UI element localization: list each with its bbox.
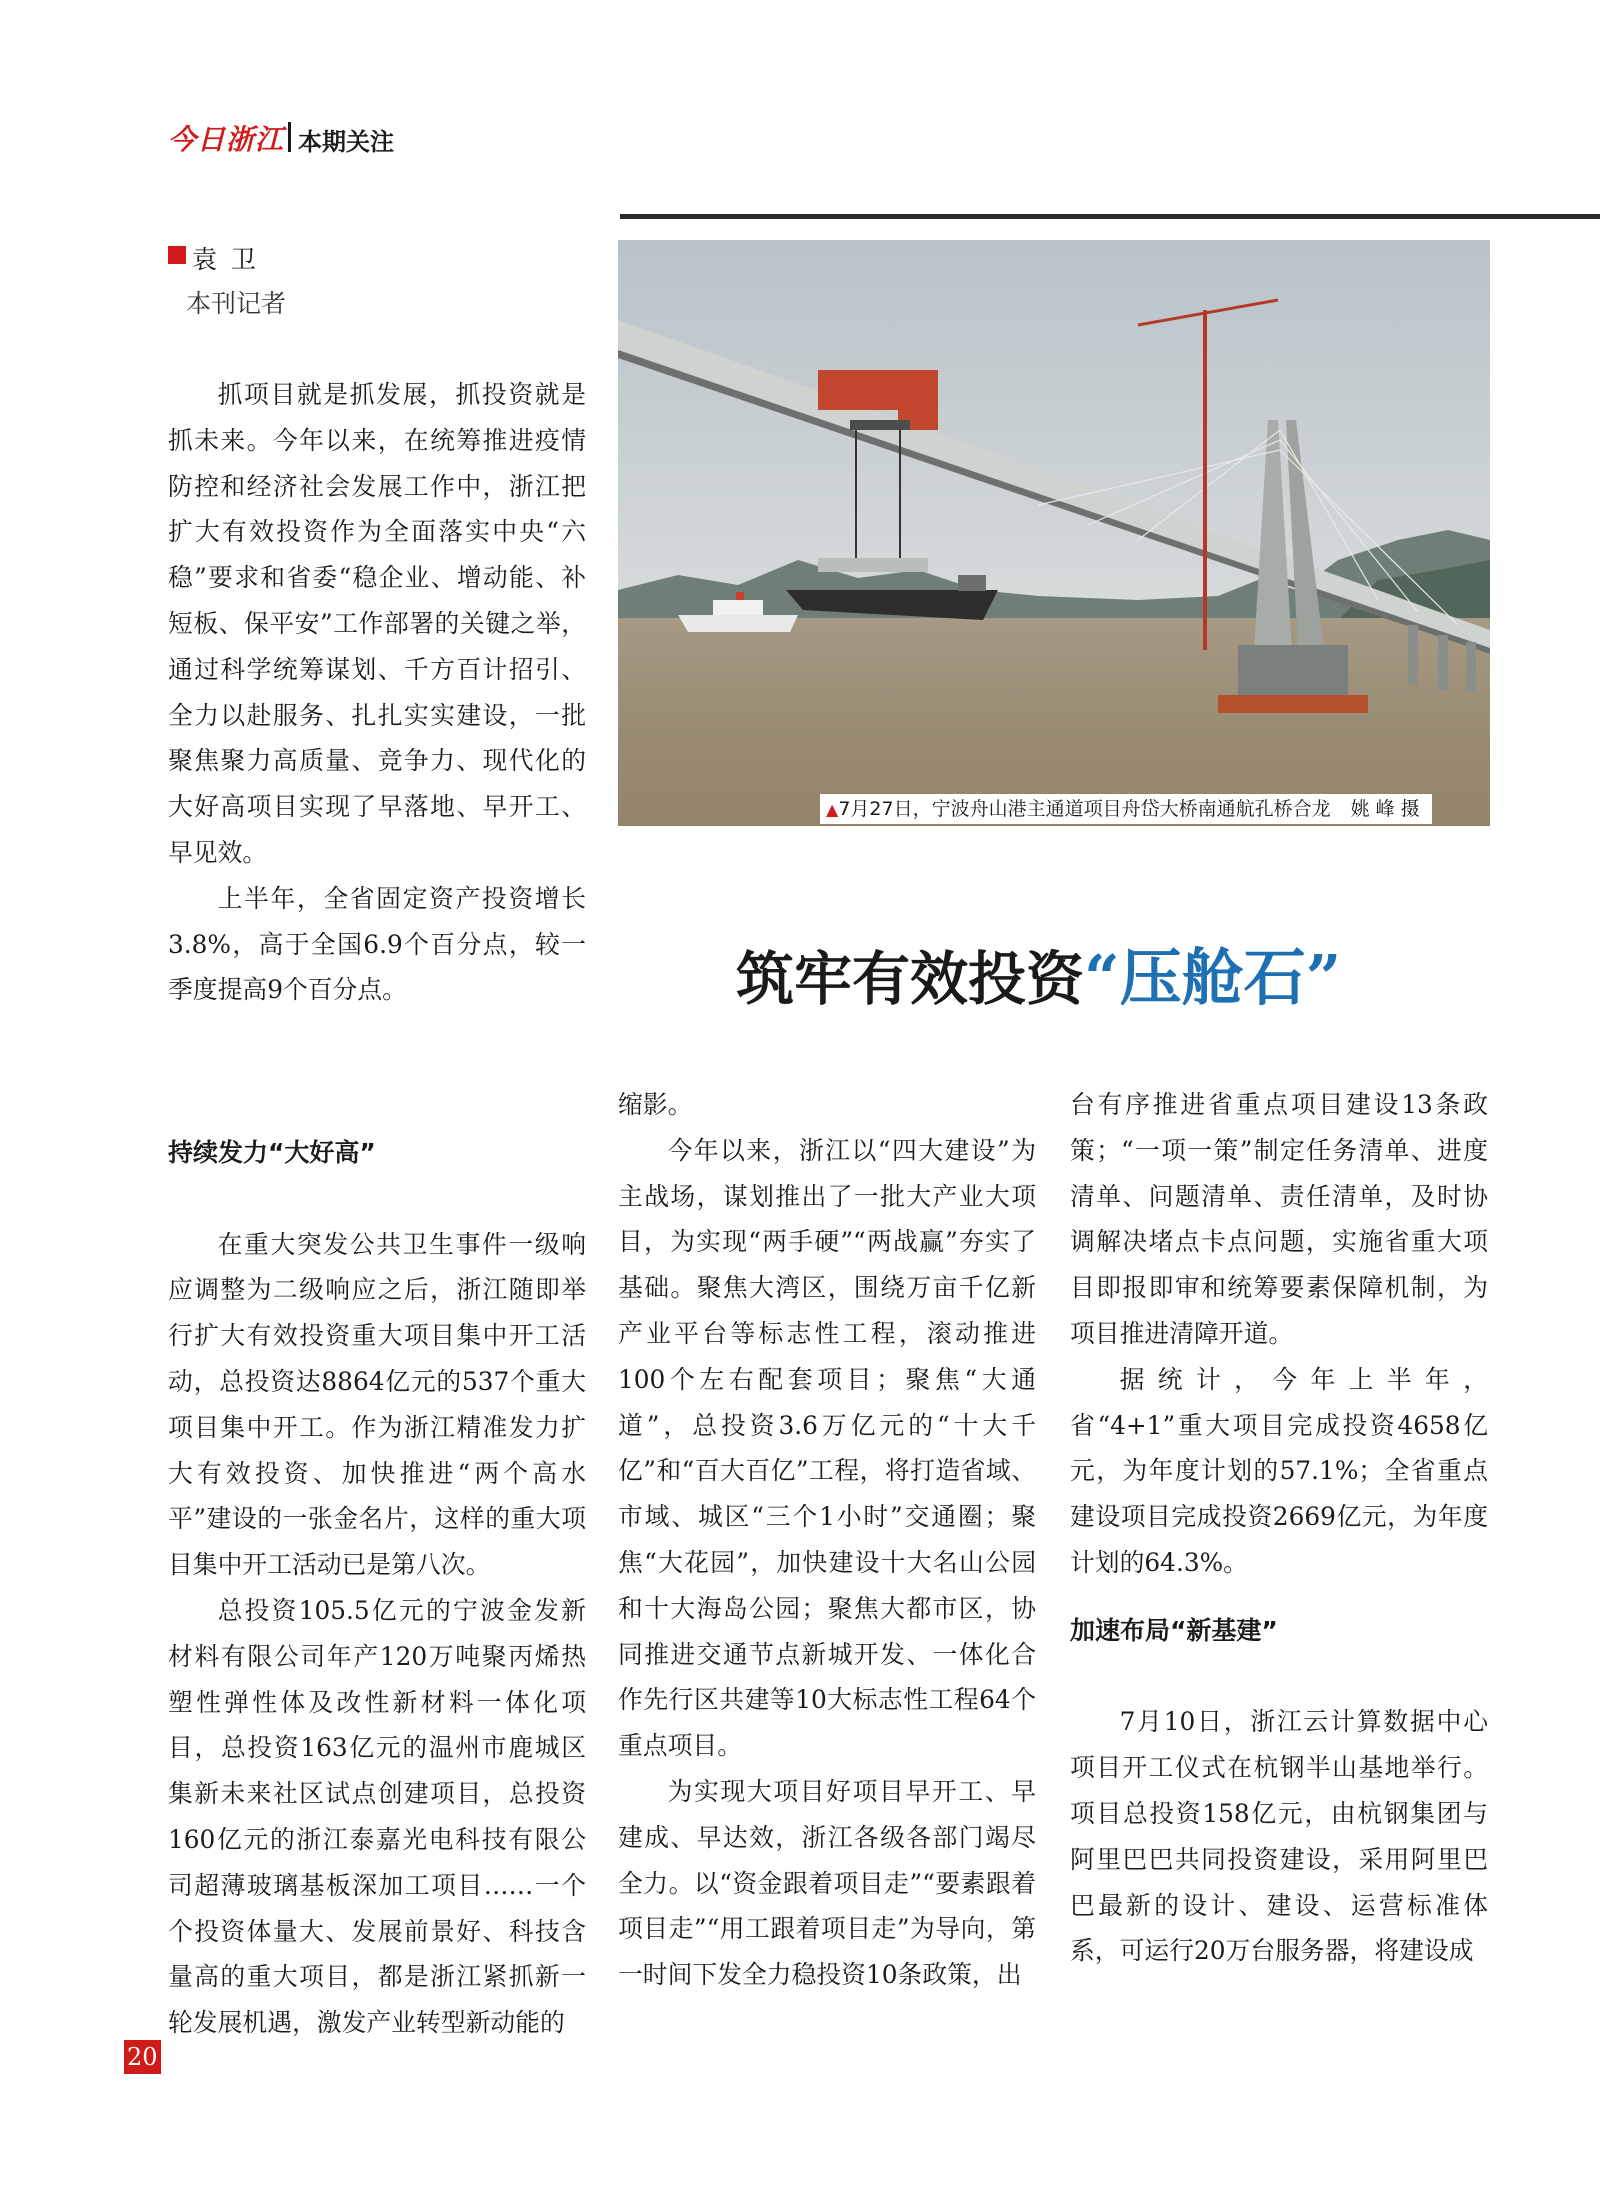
bridge-photo: [618, 240, 1490, 826]
masthead-logo: 今日浙江: [168, 123, 285, 156]
paragraph: 抓项目就是抓发展，抓投资就是抓未来。今年以来，在统筹推进疫情防控和经济社会发展工作中，浙江把扩大有效投资作为全面落实中央“六稳”要求和省委“稳企业、增动能、补短板、保平安”工作部署的关键之举，通过科学统筹谋划、千方百计招引、全力以赴服务、扎扎实实建设，一批聚焦聚力高质量、竞争力、现代化的大好高项目实现了早落地、早开工、早见效。: [168, 380, 586, 867]
headline-prefix: 筑牢有效投资: [736, 945, 1085, 1013]
paragraph: 缩影。: [618, 1090, 693, 1119]
byline-role: 本刊记者: [186, 289, 287, 318]
photo-credit: 姚峰摄: [1350, 798, 1426, 820]
caption-text: 7月27日，宁波舟山港主通道项目舟岱大桥南通航孔桥合龙: [838, 798, 1331, 820]
section-heading: 持续发力“大好高”: [168, 1138, 376, 1167]
column-1-intro: [168, 372, 586, 1013]
paragraph: 总投资105.5亿元的宁波金发新材料有限公司年产120万吨聚丙烯热塑性弹性体及改性新材料一体化项目，总投资163亿元的温州市鹿城区集新未来社区试点创建项目，总投资160亿元的浙江泰嘉光电科技有限公司超薄玻璃基板深加工项目……一个个投资体量大、发展前景好、科技含量高的重大项目，都是浙江紧抓新一轮发展机遇，激发产业转型新动能的: [168, 1595, 586, 2038]
caption-triangle-icon: ▲: [826, 800, 839, 819]
paragraph: 今年以来，浙江以“四大建设”为主战场，谋划推出了一批大产业大项目，为实现“两手硬”“两战赢”夯实了基础。聚焦大湾区，围绕万亩千亿新产业平台等标志性工程，滚动推进100个左右配套项目；聚焦“大通道”，总投资3.6万亿元的“十大千亿”和“百大百亿”工程，将打造省域、市域、城区“三个1小时”交通圈；聚焦“大花园”，加快建设十大名山公园和十大海岛公园；聚焦大都市区，协同推进交通节点新城开发、一体化合作先行区共建等10大标志性工程64个重点项目。: [618, 1135, 1036, 1761]
page-number: 20: [124, 2040, 161, 2074]
paragraph: 据统计，今年上半年，省“4+1”重大项目完成投资4658亿元，为年度计划的57.1%；全省重点建设项目完成投资2669亿元，为年度计划的64.3%。: [1070, 1364, 1488, 1577]
section-heading: 加速布局“新基建”: [1070, 1615, 1278, 1645]
top-rule: [620, 214, 1600, 219]
column-3: [1070, 1082, 1488, 1974]
paragraph: 为实现大项目好项目早开工、早建成、早达效，浙江各级各部门竭尽全力。以“资金跟着项目走”“要素跟着项目走”“用工跟着项目走”为导向，第一时间下发全力稳投资10条政策，出: [618, 1776, 1036, 1990]
section-label: 本期关注: [298, 128, 394, 156]
column-1-section: [168, 1130, 586, 2046]
paragraph: 上半年，全省固定资产投资增长3.8%，高于全国6.9个百分点，较一季度提高9个百分点。: [168, 883, 586, 1005]
photo-caption: [820, 794, 1432, 824]
masthead-divider: [288, 122, 291, 152]
paragraph: 7月10日，浙江云计算数据中心项目开工仪式在杭钢半山基地举行。项目总投资158亿元，由杭钢集团与阿里巴巴共同投资建设，采用阿里巴巴最新的设计、建设、运营标准体系，可运行20万台服务器，将建设成: [1070, 1707, 1488, 1966]
column-2: [618, 1082, 1036, 1998]
article-headline: [736, 928, 1341, 1017]
paragraph: 台有序推进省重点项目建设13条政策；“一项一策”制定任务清单、进度清单、问题清单、责任清单，及时协调解决堵点卡点问题，实施省重大项目即报即审和统筹要素保障机制，为项目推进清障开道。: [1070, 1090, 1488, 1348]
byline-name: 袁卫: [192, 245, 271, 274]
byline-square-icon: [168, 246, 186, 264]
headline-accent: “压舱石”: [1084, 941, 1342, 1014]
paragraph: 在重大突发公共卫生事件一级响应调整为二级响应之后，浙江随即举行扩大有效投资重大项目集中开工活动，总投资达8864亿元的537个重大项目集中开工。作为浙江精准发力扩大有效投资、加快推进“两个高水平”建设的一张金名片，这样的重大项目集中开工活动已是第八次。: [168, 1229, 586, 1580]
